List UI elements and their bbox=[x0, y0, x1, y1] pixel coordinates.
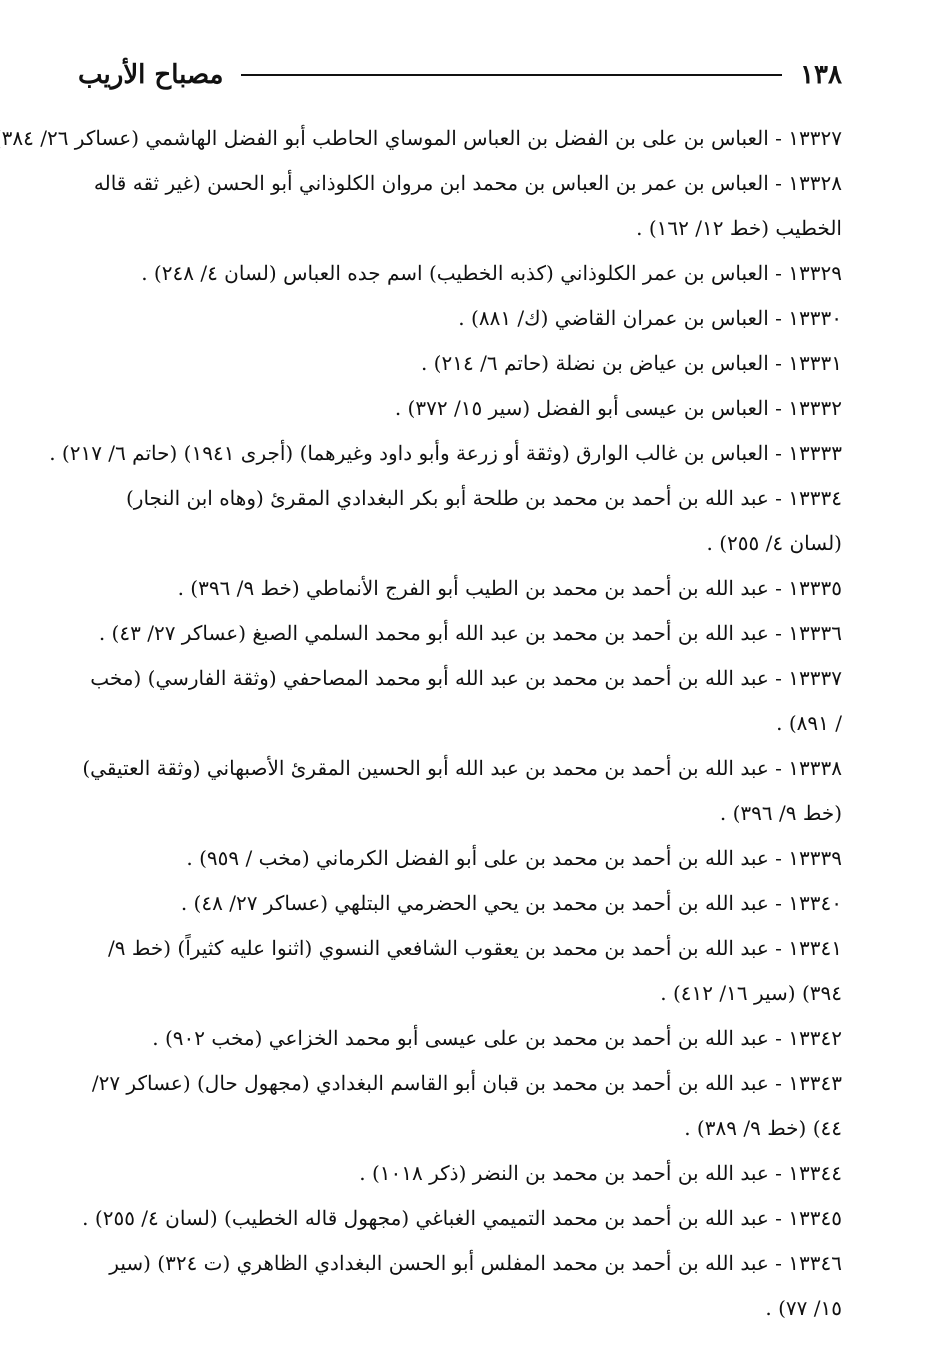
entry-13345: ١٣٣٤٥ - عبد الله بن أحمد بن محمد التميمي الغباغي (مجهول قاله الخطيب) (لسان ٤/ ٢٥٥) . bbox=[82, 1206, 842, 1230]
entry-13327: ١٣٣٢٧ - العباس بن على بن الفضل بن العباس الموساي الحاطب أبو الفضل الهاشمي (عساكر ٢٦/ ٣٨٤ bbox=[1, 126, 842, 150]
entry-13332: ١٣٣٣٢ - العباس بن عيسى أبو الفضل (سير ١٥/ ٣٧٢) . bbox=[394, 396, 842, 420]
entry-13346: ١٣٣٤٦ - عبد الله بن أحمد بن محمد المفلس أبو الحسن البغدادي الظاهري (ت ٣٢٤) (سير ١٥/ ٧٧) . bbox=[109, 1251, 842, 1320]
entry-13333: ١٣٣٣٣ - العباس بن غالب الوارق (وثقة أو زرعة وأبو داود وغيرهما) (أجرى ١٩٤١) (حاتم ٦/ ٢١٧) . bbox=[49, 441, 842, 465]
entry-13329: ١٣٣٢٩ - العباس بن عمر الكلوذاني (كذبه الخطيب) اسم جده العباس (لسان ٤/ ٢٤٨) . bbox=[141, 261, 842, 285]
entry-13337: ١٣٣٣٧ - عبد الله بن أحمد بن محمد بن عبد الله أبو محمد المصاحفي (وثقة الفارسي) (مخب / ٨٩١) . bbox=[90, 666, 842, 735]
book-title: مصباح الأريب bbox=[78, 60, 224, 90]
entry-13339: ١٣٣٣٩ - عبد الله بن أحمد بن محمد بن على أبو الفضل الكرماني (مخب / ٩٥٩) . bbox=[186, 846, 842, 870]
entry-13331: ١٣٣٣١ - العباس بن عياض بن نضلة (حاتم ٦/ ٢١٤) . bbox=[420, 351, 842, 375]
entry-13336: ١٣٣٣٦ - عبد الله بن أحمد بن محمد بن عبد الله أبو محمد السلمي الصبغ (عساكر ٢٧/ ٤٣) . bbox=[98, 621, 842, 645]
entry-13328: ١٣٣٢٨ - العباس بن عمر بن العباس بن محمد ابن مروان الكلوذاني أبو الحسن (غير ثقه قاله الخطيب (خط ١٢/ ١٦٢) . bbox=[93, 171, 842, 240]
entry-13340: ١٣٣٤٠ - عبد الله بن أحمد بن محمد بن يحي الحضرمي البتلهي (عساكر ٢٧/ ٤٨) . bbox=[180, 891, 842, 915]
entry-13338: ١٣٣٣٨ - عبد الله بن أحمد بن محمد بن عبد الله أبو الحسين المقرئ الأصبهاني (وثقة العتيقي) (خط ٩/ ٣٩٦) . bbox=[82, 756, 842, 825]
entry-13341: ١٣٣٤١ - عبد الله بن أحمد بن محمد بن يعقوب الشافعي النسوي (اثنوا عليه كثيراً) (خط ٩/ ٣٩٤) (سير ١٦/ ٤١٢) . bbox=[108, 936, 842, 1005]
header-rule bbox=[241, 74, 782, 76]
entry-13334: ١٣٣٣٤ - عبد الله بن أحمد بن محمد بن طلحة أبو بكر البغدادي المقرئ (وهاه ابن النجار) (لسان ٤/ ٢٥٥) . bbox=[125, 486, 842, 555]
entry-list bbox=[1, 116, 842, 1331]
entry-13342: ١٣٣٤٢ - عبد الله بن أحمد بن محمد بن على عيسى أبو محمد الخزاعي (مخب ٩٠٢) . bbox=[152, 1026, 842, 1050]
entry-13343: ١٣٣٤٣ - عبد الله بن أحمد بن محمد بن قبان أبو القاسم البغدادي (مجهول حال) (عساكر ٢٧/ ٤٤) (خط ٩/ ٣٨٩) . bbox=[91, 1071, 842, 1140]
page-number: ١٣٨ bbox=[800, 60, 842, 90]
entry-13335: ١٣٣٣٥ - عبد الله بن أحمد بن محمد بن الطيب أبو الفرج الأنماطي (خط ٩/ ٣٩٦) . bbox=[177, 576, 842, 600]
page-header bbox=[78, 55, 842, 95]
entry-13344: ١٣٣٤٤ - عبد الله بن أحمد بن محمد بن النضر (ذكر ١٠١٨) . bbox=[359, 1161, 842, 1185]
entry-13330: ١٣٣٣٠ - العباس بن عمران القاضي (ك/ ٨٨١) . bbox=[458, 306, 842, 330]
